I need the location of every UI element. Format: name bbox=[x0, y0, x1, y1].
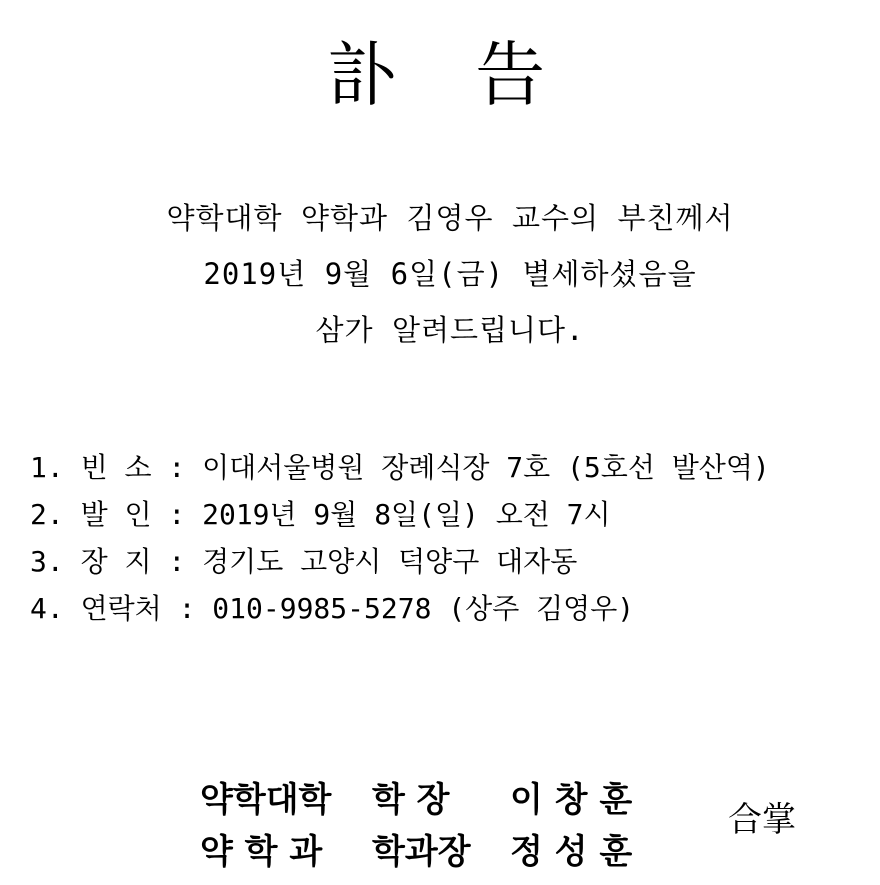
signature-block bbox=[200, 770, 720, 874]
intro-line: 약학대학 약학과 김영우 교수의 부친께서 bbox=[166, 201, 734, 235]
notice-title: 訃 告 bbox=[326, 34, 574, 116]
detail-burial-site: 3. 장 지 : 경기도 고양시 덕양구 대자동 bbox=[30, 545, 578, 578]
intro-message bbox=[0, 190, 880, 358]
signature-org: 약학대학 bbox=[200, 779, 332, 820]
funeral-details-list bbox=[30, 444, 870, 632]
signature-row bbox=[200, 770, 720, 822]
signature-name: 이 창 훈 bbox=[510, 779, 633, 820]
signature-row bbox=[200, 822, 720, 874]
closing-salutation: 合掌 bbox=[728, 800, 796, 840]
signature-org: 약 학 과 bbox=[200, 831, 323, 872]
signature-role: 학 장 bbox=[372, 779, 450, 820]
detail-departure: 2. 발 인 : 2019년 9월 8일(일) 오전 7시 bbox=[30, 498, 611, 531]
intro-line: 2019년 9월 6일(금) 별세하셨음을 bbox=[203, 257, 697, 291]
signature-role: 학과장 bbox=[372, 831, 471, 872]
signature-name: 정 성 훈 bbox=[510, 831, 633, 872]
intro-line: 삼가 알려드립니다. bbox=[315, 313, 585, 347]
detail-funeral-hall: 1. 빈 소 : 이대서울병원 장례식장 7호 (5호선 발산역) bbox=[30, 451, 770, 484]
detail-contact: 4. 연락처 : 010-9985-5278 (상주 김영우) bbox=[30, 592, 635, 625]
